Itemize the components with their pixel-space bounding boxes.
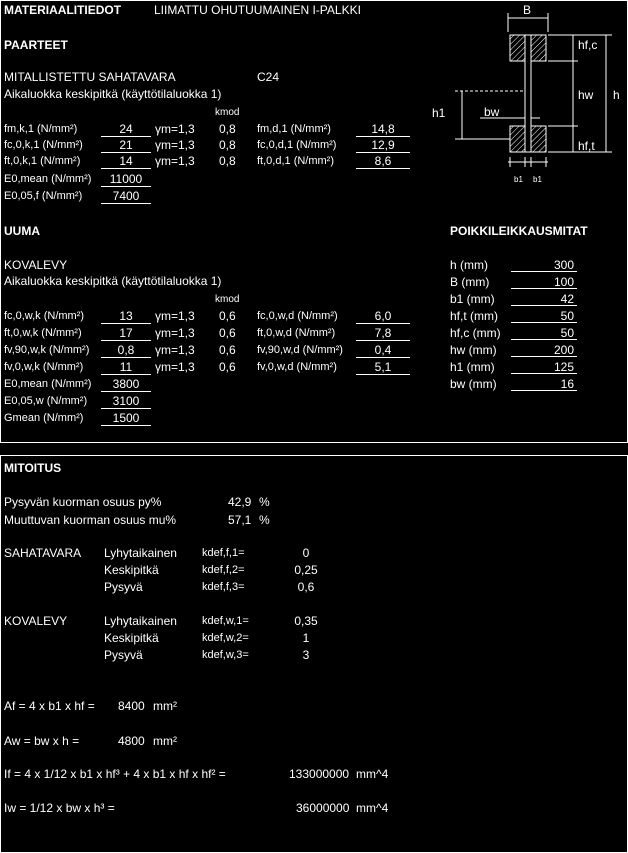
kova-name: KOVALEVY: [4, 614, 68, 628]
saha-kdef-label: kdef,f,2=: [202, 564, 245, 576]
uuma-row-dvalue: 7,8: [356, 326, 410, 341]
diagram-label-hft: hf,t: [578, 139, 595, 153]
poikki-row-label: hf,t (mm): [450, 309, 498, 323]
poikki-row-label: h1 (mm): [450, 360, 495, 374]
poikki-row-value: 42: [511, 292, 577, 306]
saha-name: SAHATAVARA: [4, 546, 82, 560]
paarteet-row-kmod: 0,8: [219, 154, 236, 168]
paarteet-row-kmod: 0,8: [219, 138, 236, 152]
uuma-kmod-label: kmod: [215, 294, 240, 305]
uuma-e-value: 3800: [101, 377, 151, 392]
uuma-row-dvalue: 5,1: [356, 360, 410, 375]
paarteet-grade: C24: [257, 70, 280, 84]
uuma-row-label: fc,0,w,k (N/mm²): [4, 310, 85, 322]
paarteet-e-label: E0,mean (N/mm²): [4, 173, 92, 185]
paarteet-heading: PAARTEET: [4, 38, 68, 52]
paarteet-row-dlabel: fc,0,d,1 (N/mm²): [257, 139, 337, 151]
py-unit: %: [259, 495, 270, 509]
saha-duration: Keskipitkä: [104, 563, 159, 577]
saha-kdef-label: kdef,f,3=: [202, 581, 245, 593]
paarteet-row-value: 21: [101, 138, 151, 153]
poikki-row-label: h (mm): [450, 258, 488, 272]
paarteet-row-gamma: γm=1,3: [155, 122, 195, 136]
paarteet-row-dvalue: 14,8: [356, 122, 410, 137]
if-value: 133000000: [289, 767, 350, 781]
mu-label: Muuttuvan kuorman osuus mu%: [4, 513, 177, 527]
paarteet-row-dvalue: 12,9: [356, 138, 410, 153]
kova-kdef-label: kdef,w,2=: [202, 632, 249, 644]
poikki-row-value: 50: [511, 326, 577, 340]
poikki-row-label: bw (mm): [450, 377, 497, 391]
diagram-label-h: h: [613, 88, 620, 102]
uuma-row-dlabel: fv,90,w,d (N/mm²): [257, 344, 343, 356]
paarteet-material: MITALLISTETTU SAHATAVARA: [4, 70, 176, 84]
paarteet-kmod-label: kmod: [215, 107, 240, 118]
uuma-material: KOVALEVY: [4, 258, 68, 272]
paarteet-class: Aikaluokka keskipitkä (käyttötilaluokka 1): [4, 87, 222, 101]
uuma-e-value: 3100: [101, 394, 151, 409]
paarteet-row-gamma: γm=1,3: [155, 154, 195, 168]
diagram-label-b1a: b1: [514, 175, 523, 184]
uuma-row-gamma: γm=1,3: [155, 360, 195, 374]
uuma-row-value: 13: [101, 309, 151, 324]
saha-duration: Lyhytaikainen: [104, 546, 177, 560]
kova-kdef-value: 1: [302, 631, 310, 645]
poikki-row-value: 300: [511, 258, 577, 272]
paarteet-row-dlabel: fm,d,1 (N/mm²): [257, 123, 331, 135]
uuma-row-dlabel: fc,0,w,d (N/mm²): [257, 310, 338, 322]
py-label: Pysyvän kuorman osuus py%: [4, 495, 162, 509]
saha-kdef-value: 0,6: [297, 580, 315, 594]
poikki-row-label: hw (mm): [450, 343, 497, 357]
kova-kdef-label: kdef,w,3=: [202, 649, 249, 661]
paarteet-row-gamma: γm=1,3: [155, 138, 195, 152]
saha-kdef-label: kdef,f,1=: [202, 547, 245, 559]
uuma-row-label: fv,90,w,k (N/mm²): [4, 344, 90, 356]
paarteet-e-value: 7400: [101, 189, 151, 204]
diagram-label-B: B: [523, 3, 532, 17]
diagram-label-b1b: b1: [533, 175, 542, 184]
af-formula: Af = 4 x b1 x hf =: [4, 699, 95, 713]
aw-formula: Aw = bw x h =: [4, 734, 80, 748]
paarteet-row-kmod: 0,8: [219, 122, 236, 136]
kova-duration: Lyhytaikainen: [104, 614, 177, 628]
diagram-label-bw: bw: [484, 105, 500, 119]
i-beam-diagram: [0, 0, 628, 200]
saha-kdef-value: 0,25: [294, 563, 318, 577]
iw-value: 36000000: [296, 801, 350, 815]
iw-unit: mm^4: [356, 801, 389, 815]
diagram-label-hfc: hf,c: [578, 38, 598, 52]
aw-unit: mm²: [153, 734, 177, 748]
uuma-row-kmod: 0,6: [219, 343, 236, 357]
mitoitus-heading: MITOITUS: [4, 461, 62, 475]
paarteet-row-label: ft,0,k,1 (N/mm²): [4, 155, 81, 167]
poikki-row-label: B (mm): [450, 275, 490, 289]
paarteet-row-label: fc,0,k,1 (N/mm²): [4, 139, 83, 151]
kova-duration: Keskipitkä: [104, 631, 159, 645]
kova-kdef-value: 0,35: [294, 614, 318, 628]
if-formula: If = 4 x 1/12 x b1 x hf³ + 4 x b1 x hf x hf² =: [4, 767, 226, 781]
paarteet-row-value: 24: [101, 122, 151, 137]
paarteet-row-dvalue: 8,6: [356, 154, 410, 169]
uuma-row-kmod: 0,6: [219, 309, 236, 323]
poikki-row-value: 200: [511, 343, 577, 357]
uuma-class: Aikaluokka keskipitkä (käyttötilaluokka 1): [4, 274, 222, 288]
uuma-row-kmod: 0,6: [219, 360, 236, 374]
uuma-row-dlabel: fv,0,w,d (N/mm²): [257, 361, 337, 373]
uuma-row-label: ft,0,w,k (N/mm²): [4, 327, 82, 339]
poikki-row-label: hf,c (mm): [450, 326, 501, 340]
poikki-row-value: 100: [511, 275, 577, 289]
diagram-label-h1: h1: [432, 106, 446, 120]
kova-kdef-value: 3: [302, 648, 310, 662]
page-subtitle: LIIMATTU OHUTUUMAINEN I-PALKKI: [154, 3, 361, 17]
uuma-row-dvalue: 0,4: [356, 343, 410, 358]
paarteet-row-dlabel: ft,0,d,1 (N/mm²): [257, 155, 335, 167]
saha-kdef-value: 0: [302, 546, 310, 560]
kova-kdef-label: kdef,w,1=: [202, 615, 249, 627]
if-unit: mm^4: [356, 767, 389, 781]
uuma-e-label: E0,05,w (N/mm²): [4, 395, 88, 407]
saha-duration: Pysyvä: [104, 580, 143, 594]
uuma-row-value: 0,8: [101, 343, 151, 358]
mu-value: 57,1: [228, 513, 252, 527]
uuma-row-label: fv,0,w,k (N/mm²): [4, 361, 84, 373]
paarteet-row-label: fm,k,1 (N/mm²): [4, 123, 78, 135]
uuma-e-label: Gmean (N/mm²): [4, 412, 84, 424]
uuma-row-gamma: γm=1,3: [155, 326, 195, 340]
kova-duration: Pysyvä: [104, 648, 143, 662]
uuma-row-value: 11: [101, 360, 151, 375]
af-unit: mm²: [153, 699, 177, 713]
paarteet-e-label: E0,05,f (N/mm²): [4, 190, 83, 202]
py-value: 42,9: [228, 495, 252, 509]
uuma-row-gamma: γm=1,3: [155, 343, 195, 357]
uuma-row-gamma: γm=1,3: [155, 309, 195, 323]
iw-formula: Iw = 1/12 x bw x h³ =: [4, 801, 115, 815]
uuma-row-dlabel: ft,0,w,d (N/mm²): [257, 327, 336, 339]
uuma-e-value: 1500: [101, 411, 151, 426]
poikki-row-value: 16: [511, 377, 577, 391]
poikki-row-value: 125: [511, 360, 577, 374]
poikki-row-label: b1 (mm): [450, 292, 495, 306]
poikki-heading: POIKKILEIKKAUSMITAT: [450, 224, 588, 238]
poikki-row-value: 50: [511, 309, 577, 323]
uuma-e-label: E0,mean (N/mm²): [4, 378, 92, 390]
page-title: MATERIAALITIEDOT: [4, 3, 122, 17]
uuma-row-kmod: 0,6: [219, 326, 236, 340]
mu-unit: %: [259, 513, 270, 527]
uuma-row-dvalue: 6,0: [356, 309, 410, 324]
uuma-heading: UUMA: [4, 224, 40, 238]
diagram-label-hw: hw: [578, 88, 594, 102]
uuma-row-value: 17: [101, 326, 151, 341]
aw-value: 4800: [118, 734, 145, 748]
af-value: 8400: [118, 699, 145, 713]
paarteet-row-value: 14: [101, 154, 151, 169]
paarteet-e-value: 11000: [101, 172, 151, 187]
